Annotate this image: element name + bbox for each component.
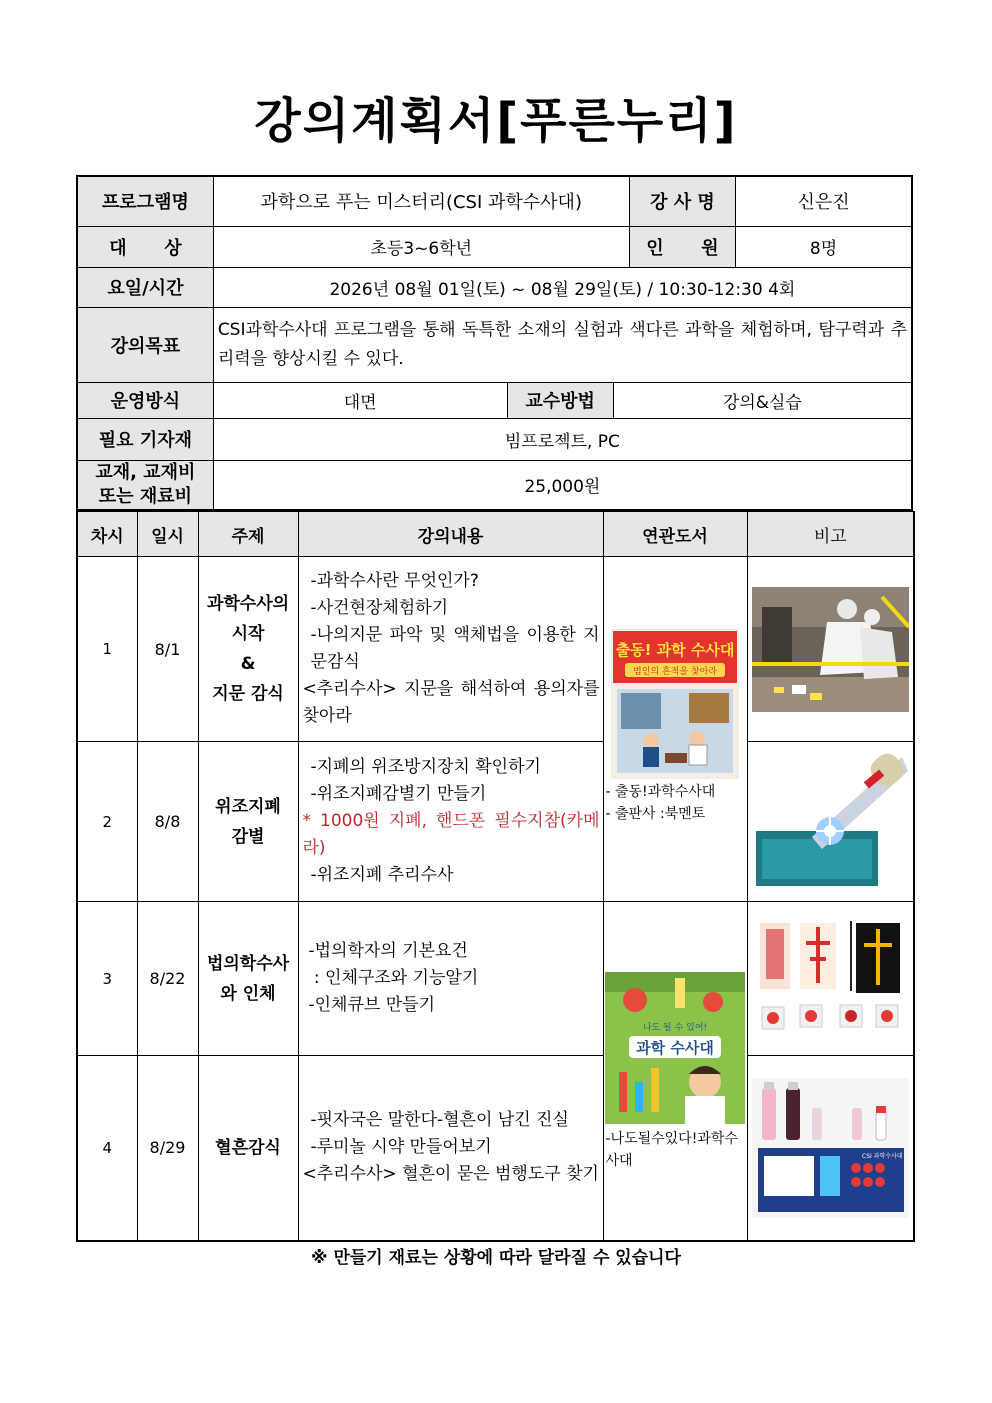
schedule-table	[76, 511, 915, 1242]
content-line: -사건현장체험하기	[310, 598, 449, 618]
header-content: 강의내용	[298, 512, 603, 557]
session-date: 8/8	[137, 742, 198, 902]
content-line: -루미놀 시약 만들어보기	[310, 1137, 492, 1158]
instructor-value: 신은진	[736, 176, 912, 226]
schedule-label: 요일/시간	[77, 267, 213, 307]
content-warning-line: * 1000원 지폐, 핸드폰 필수지참(카메라)	[302, 811, 600, 858]
program-value: 과학으로 푸는 미스터리(CSI 과학수사대)	[213, 176, 629, 226]
topic-line: 시작	[231, 624, 265, 644]
session-topic	[198, 902, 298, 1056]
human-body-cube-photo	[752, 919, 909, 1039]
goal-label: 강의목표	[77, 307, 213, 382]
content-line: <추리수사> 지문을 해석하여 용의자를 찾아라	[302, 679, 600, 726]
session-number: 1	[77, 557, 137, 742]
content-line: -나의지문 파악 및 액체법을 이용한 지문감식	[310, 625, 600, 672]
session-date: 8/1	[137, 557, 198, 742]
session-number: 4	[77, 1056, 137, 1241]
topic-line: 법의학수사	[206, 953, 290, 974]
header-remarks: 비고	[747, 512, 914, 557]
book-cover-title: 출동! 과학 수사대	[615, 641, 735, 659]
book-cover-image	[611, 629, 739, 779]
fee-value: 25,000원	[213, 460, 912, 510]
content-line: -위조지폐감별기 만들기	[310, 784, 487, 804]
header-session: 차시	[77, 512, 137, 557]
mode-value: 대면	[213, 382, 507, 418]
content-line: -과학수사란 무엇인가?	[310, 571, 479, 591]
book-publisher-line: - 출판사 :북멘토	[605, 806, 706, 822]
content-line: -법의학자의 기본요건	[308, 941, 468, 961]
header-topic: 주제	[198, 512, 298, 557]
count-value: 8명	[736, 226, 912, 267]
session-topic	[198, 557, 298, 742]
topic-line: 위조지폐	[215, 796, 281, 817]
instructor-label: 강 사 명	[629, 176, 735, 226]
remarks-photo-1	[747, 557, 914, 742]
session-content	[298, 557, 603, 742]
related-book-1	[603, 557, 747, 902]
session-content	[298, 1056, 603, 1241]
content-line: <추리수사> 혈흔이 묻은 범행도구 찾기	[302, 1164, 599, 1185]
counterfeit-detector-photo	[752, 749, 909, 894]
topic-line: 와 인체	[220, 983, 276, 1004]
table-row	[77, 1056, 914, 1241]
header-date: 일시	[137, 512, 198, 557]
fee-label	[77, 460, 213, 510]
method-value: 강의&실습	[613, 382, 912, 418]
book-cover-image	[605, 972, 745, 1124]
topic-line: 과학수사의	[206, 594, 290, 614]
book-cover-top: 나도 될 수 있어!	[642, 1023, 708, 1033]
content-line: -위조지폐 추리수사	[310, 865, 454, 885]
table-row	[77, 742, 914, 902]
remarks-photo-2	[747, 742, 914, 902]
content-line: -핏자국은 말한다-혈흔이 남긴 진실	[310, 1110, 569, 1131]
session-topic	[198, 742, 298, 902]
mode-label: 운영방식	[77, 382, 213, 418]
content-line: : 인체구조와 기능알기	[308, 968, 479, 988]
header-books: 연관도서	[603, 512, 747, 557]
target-label: 대 상	[77, 226, 213, 267]
session-content	[298, 742, 603, 902]
book-title-line: -나도될수있다!과학수사대	[605, 1131, 738, 1169]
topic-line: 혈흔감식	[215, 1137, 281, 1158]
method-label: 교수방법	[507, 382, 613, 418]
crime-scene-photo	[752, 587, 909, 712]
session-number: 3	[77, 902, 137, 1056]
program-label: 프로그램명	[77, 176, 213, 226]
remarks-photo-4	[747, 1056, 914, 1241]
count-label: 인 원	[629, 226, 735, 267]
topic-line: 감별	[231, 826, 265, 847]
session-number: 2	[77, 742, 137, 902]
table-row	[77, 557, 914, 742]
fee-label-line1: 교재, 교재비	[95, 461, 196, 483]
content-line: -지폐의 위조방지장치 확인하기	[310, 757, 541, 777]
equipment-label: 필요 기자재	[77, 418, 213, 460]
related-book-2	[603, 902, 747, 1241]
footer-note: ※ 만들기 재료는 상황에 따라 달라질 수 있습니다	[311, 1248, 681, 1268]
session-date: 8/29	[137, 1056, 198, 1241]
luminol-kit-photo	[752, 1078, 909, 1218]
book-title-line: - 출동!과학수사대	[605, 784, 716, 800]
topic-line: 지문 감식	[212, 684, 284, 704]
target-value: 초등3~6학년	[213, 226, 629, 267]
book-cover-subtitle: 범인의 흔적을 찾아라	[633, 667, 717, 677]
session-content	[298, 902, 603, 1056]
goal-value: CSI과학수사대 프로그램을 통해 독특한 소재의 실험과 색다른 과학을 체험하며, 탐구력과 추리력을 향상시킬 수 있다.	[213, 307, 912, 382]
fee-label-line2: 또는 재료비	[98, 485, 193, 507]
table-row	[77, 902, 914, 1056]
session-date: 8/22	[137, 902, 198, 1056]
content-line: -인체큐브 만들기	[308, 995, 435, 1015]
schedule-value: 2026년 08월 01일(토) ~ 08월 29일(토) / 10:30-12:30 4회	[213, 267, 912, 307]
info-table	[76, 175, 913, 511]
kit-label: CSI 과학수사대	[861, 1152, 903, 1160]
topic-line: &	[240, 654, 256, 674]
page-title: 강의계획서[푸른누리]	[254, 93, 738, 149]
book-cover-title: 과학 수사대	[636, 1039, 714, 1057]
equipment-value: 빔프로젝트, PC	[213, 418, 912, 460]
remarks-photo-3	[747, 902, 914, 1056]
session-topic	[198, 1056, 298, 1241]
